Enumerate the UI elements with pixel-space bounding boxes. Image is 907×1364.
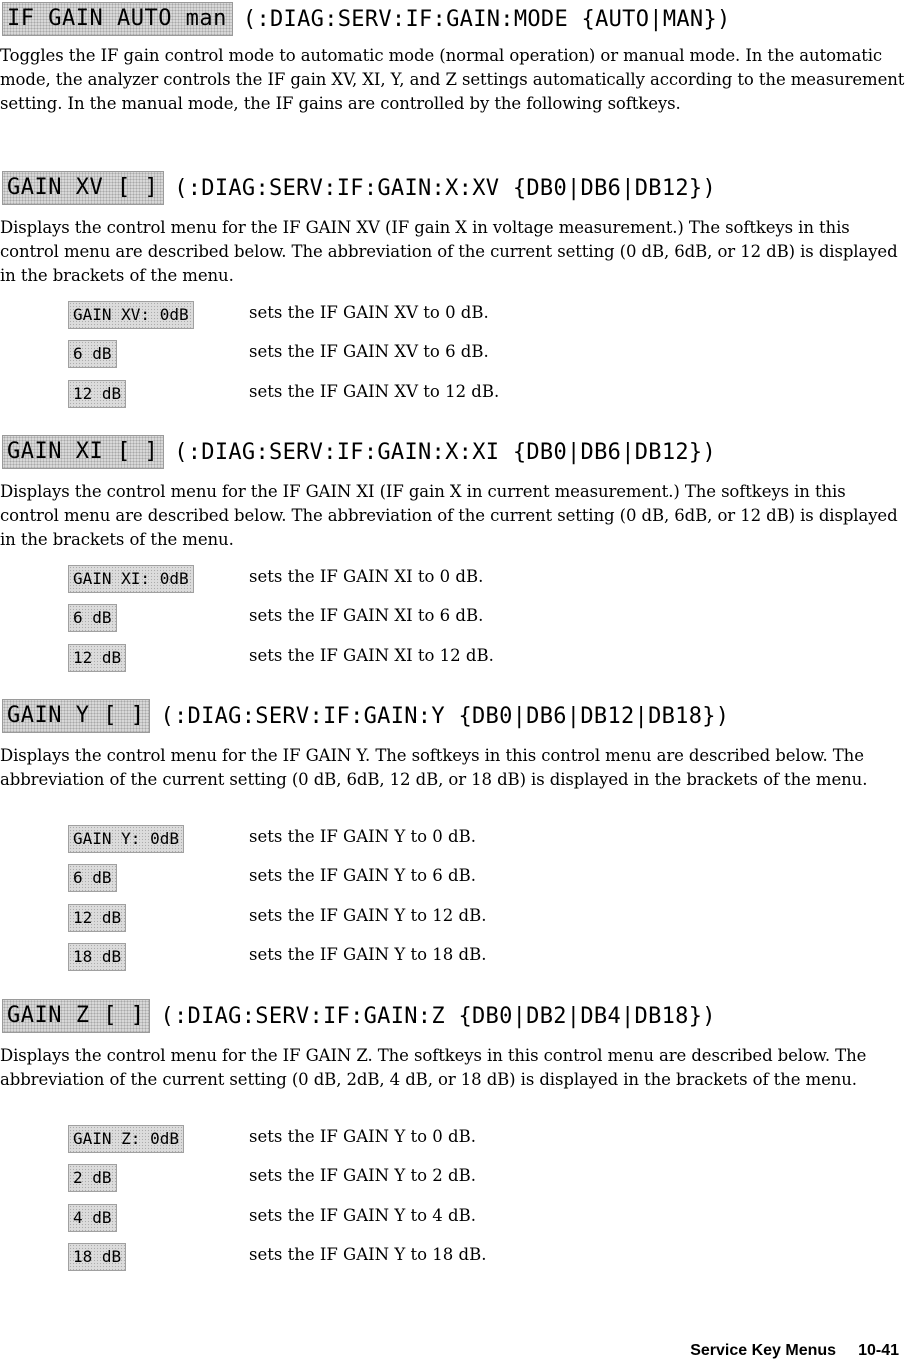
softkey-label: 12 dB bbox=[68, 644, 126, 672]
softkey-label: 6 dB bbox=[68, 604, 117, 632]
softkey-label: 2 dB bbox=[68, 1164, 117, 1192]
softkey-label: 6 dB bbox=[68, 864, 117, 892]
section-description: Displays the control menu for the IF GAIN Z. The softkeys in this control menu are described below. The abbreviation of the current setting (0 dB, 2dB, 4 dB, or 18 dB) is displayed in the brackets of the menu. bbox=[0, 1046, 867, 1089]
section-heading bbox=[2, 999, 716, 1033]
softkey-label: 12 dB bbox=[68, 380, 126, 408]
section-description: Toggles the IF gain control mode to automatic mode (normal operation) or manual mode. In the automatic mode, the analyzer controls the IF gain XV, XI, Y, and Z settings automatically according to the measurement setting. In the manual mode, the IF gains are controlled by the following softkeys. bbox=[0, 46, 905, 113]
softkey-label: 18 dB bbox=[68, 943, 126, 971]
menu-item-description: sets the IF GAIN XV to 6 dB. bbox=[249, 342, 489, 361]
softkey-label: GAIN Z: 0dB bbox=[68, 1125, 184, 1153]
scpi-command: (:DIAG:SERV:IF:GAIN:X:XI {DB0|DB6|DB12}) bbox=[174, 439, 717, 465]
softkey-label: 12 dB bbox=[68, 904, 126, 932]
scpi-command: (:DIAG:SERV:IF:GAIN:X:XV {DB0|DB6|DB12}) bbox=[174, 175, 717, 201]
section-heading bbox=[2, 2, 731, 36]
menu-item-description: sets the IF GAIN Y to 12 dB. bbox=[249, 906, 487, 925]
section-description: Displays the control menu for the IF GAIN Y. The softkeys in this control menu are described below. The abbreviation of the current setting (0 dB, 6dB, 12 dB, or 18 dB) is displayed in the brackets of the menu. bbox=[0, 746, 868, 789]
menu-item-description: sets the IF GAIN Y to 6 dB. bbox=[249, 866, 476, 885]
section-heading bbox=[2, 699, 729, 733]
menu-item-description: sets the IF GAIN XV to 12 dB. bbox=[249, 382, 500, 401]
section-description: Displays the control menu for the IF GAIN XV (IF gain X in voltage measurement.) The softkeys in this control menu are described below. The abbreviation of the current setting (0 dB, 6dB, or 12 dB) is displayed in the brackets of the menu. bbox=[0, 218, 898, 285]
softkey-label: GAIN XI: 0dB bbox=[68, 565, 194, 593]
section-heading bbox=[2, 171, 716, 205]
softkey-label: GAIN XI [ ] bbox=[2, 435, 164, 469]
softkey-label: GAIN Z [ ] bbox=[2, 999, 150, 1033]
softkey-label: GAIN XV [ ] bbox=[2, 171, 164, 205]
softkey-label: GAIN Y [ ] bbox=[2, 699, 150, 733]
softkey-label: GAIN XV: 0dB bbox=[68, 301, 194, 329]
menu-item-description: sets the IF GAIN Y to 18 dB. bbox=[249, 945, 487, 964]
scpi-command: (:DIAG:SERV:IF:GAIN:Y {DB0|DB6|DB12|DB18}) bbox=[160, 703, 730, 729]
chapter-title: Service Key Menus bbox=[690, 1342, 837, 1359]
softkey-label: GAIN Y: 0dB bbox=[68, 825, 184, 853]
menu-item-description: sets the IF GAIN XI to 6 dB. bbox=[249, 606, 484, 625]
section-description: Displays the control menu for the IF GAIN XI (IF gain X in current measurement.) The softkeys in this control menu are described below. The abbreviation of the current setting (0 dB, 6dB, or 12 dB) is displayed in the brackets of the menu. bbox=[0, 482, 898, 549]
scpi-command: (:DIAG:SERV:IF:GAIN:MODE {AUTO|MAN}) bbox=[242, 6, 731, 32]
scpi-command: (:DIAG:SERV:IF:GAIN:Z {DB0|DB2|DB4|DB18}) bbox=[160, 1003, 716, 1029]
menu-item-description: sets the IF GAIN Y to 2 dB. bbox=[249, 1166, 476, 1185]
page-footer bbox=[690, 1342, 899, 1360]
menu-item-description: sets the IF GAIN Y to 0 dB. bbox=[249, 827, 476, 846]
menu-item-description: sets the IF GAIN XI to 12 dB. bbox=[249, 646, 494, 665]
softkey-label: IF GAIN AUTO man bbox=[2, 2, 233, 36]
softkey-label: 6 dB bbox=[68, 340, 117, 368]
menu-item-description: sets the IF GAIN Y to 0 dB. bbox=[249, 1127, 476, 1146]
section-heading bbox=[2, 435, 716, 469]
page-number: 10-41 bbox=[858, 1342, 899, 1359]
softkey-label: 18 dB bbox=[68, 1243, 126, 1271]
softkey-label: 4 dB bbox=[68, 1204, 117, 1232]
menu-item-description: sets the IF GAIN XI to 0 dB. bbox=[249, 567, 484, 586]
menu-item-description: sets the IF GAIN XV to 0 dB. bbox=[249, 303, 489, 322]
menu-item-description: sets the IF GAIN Y to 4 dB. bbox=[249, 1206, 476, 1225]
menu-item-description: sets the IF GAIN Y to 18 dB. bbox=[249, 1245, 487, 1264]
